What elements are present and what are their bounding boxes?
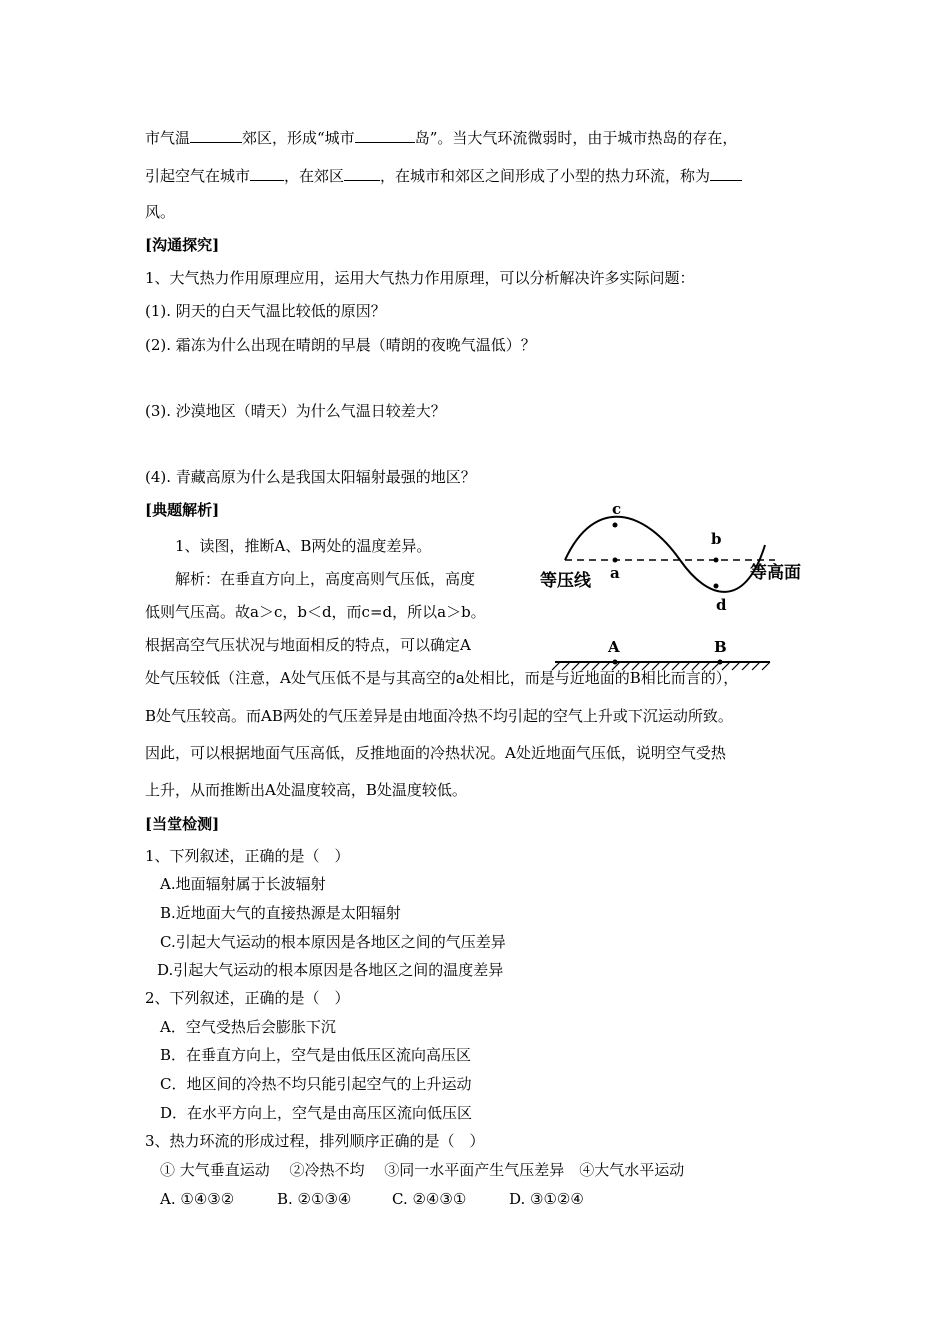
explore-sub-4: (4). 青藏高原为什么是我国太阳辐射最强的地区？ bbox=[145, 468, 476, 486]
isobar-diagram bbox=[530, 500, 830, 680]
label-a: a bbox=[610, 564, 620, 582]
q2-option-c[interactable]: C．地区间的冷热不均只能引起空气的上升运动 bbox=[160, 1075, 472, 1093]
test-question-3: 3、热力环流的形成过程，排列顺序正确的是（ ） bbox=[145, 1132, 485, 1150]
example-analysis-line: 解析：在垂直方向上，高度高则气压低，高度 bbox=[175, 570, 476, 588]
blank[interactable] bbox=[355, 127, 415, 143]
example-question: 1、读图，推断A、B两处的温度差异。 bbox=[175, 537, 432, 555]
q3-option-c[interactable]: C. ②④③① bbox=[392, 1190, 467, 1208]
example-analysis-line: 根据高空气压状况与地面相反的特点，可以确定A bbox=[145, 636, 471, 654]
q3-option-d[interactable]: D. ③①②④ bbox=[509, 1190, 584, 1208]
explore-sub-2: (2). 霜冻为什么出现在晴朗的早晨（晴朗的夜晚气温低）？ bbox=[145, 336, 536, 354]
explore-sub-3: (3). 沙漠地区（晴天）为什么气温日较差大？ bbox=[145, 402, 446, 420]
blank[interactable] bbox=[190, 127, 242, 143]
q2-option-a[interactable]: A．空气受热后会膨胀下沉 bbox=[160, 1018, 336, 1036]
point-a-dot bbox=[613, 558, 618, 563]
explore-sub-1: (1). 阴天的白天气温比较低的原因？ bbox=[145, 302, 386, 320]
ground-A-dot bbox=[613, 660, 618, 665]
example-analysis-line: 处气压较低（注意，A处气压低不是与其高空的a处相比，而是与近地面的B相比而言的）， bbox=[145, 669, 739, 687]
q1-option-d[interactable]: D.引起大气运动的根本原因是各地区之间的温度差异 bbox=[157, 961, 504, 979]
blank[interactable] bbox=[710, 165, 742, 181]
section-heading-test: [当堂检测] bbox=[145, 815, 220, 833]
section-heading-example: [典题解析] bbox=[145, 501, 220, 519]
point-d-dot bbox=[714, 584, 719, 589]
explore-question-1: 1、大气热力作用原理应用，运用大气热力作用原理，可以分析解决许多实际问题： bbox=[145, 269, 695, 287]
intro-text: 引起空气在城市 bbox=[145, 167, 251, 185]
point-c-dot bbox=[613, 523, 618, 528]
intro-line-2 bbox=[145, 165, 742, 186]
intro-text: 市气温 bbox=[145, 129, 191, 147]
intro-text: ，在郊区 bbox=[284, 167, 345, 185]
intro-line-1 bbox=[145, 127, 737, 148]
label-isobar: 等压线 bbox=[540, 571, 591, 591]
example-analysis-line: B处气压较高。而AB两处的气压差异是由地面冷热不均引起的空气上升或下沉运动所致。 bbox=[145, 707, 733, 725]
isobar-curve bbox=[565, 517, 765, 592]
intro-text: ，在城市和郊区之间形成了小型的热力环流，称为 bbox=[380, 167, 711, 185]
example-analysis-line: 因此，可以根据地面气压高低，反推地面的冷热状况。A处近地面气压低，说明空气受热 bbox=[145, 744, 726, 762]
intro-text: 岛”。当大气环流微弱时，由于城市热岛的存在， bbox=[414, 129, 738, 147]
q3-option-b[interactable]: B. ②①③④ bbox=[277, 1190, 352, 1208]
q1-option-a[interactable]: A.地面辐射属于长波辐射 bbox=[160, 875, 326, 893]
ground-hatching bbox=[552, 662, 770, 670]
q2-option-b[interactable]: B．在垂直方向上，空气是由低压区流向高压区 bbox=[160, 1046, 472, 1064]
example-analysis-line: 低则气压高。故a＞c，b＜d，而c=d，所以a＞b。 bbox=[145, 603, 486, 621]
q2-option-d[interactable]: D．在水平方向上，空气是由高压区流向低压区 bbox=[160, 1104, 473, 1122]
q1-option-c[interactable]: C.引起大气运动的根本原因是各地区之间的气压差异 bbox=[160, 933, 506, 951]
label-c: c bbox=[612, 500, 622, 518]
q3-option-a[interactable]: A. ①④③② bbox=[160, 1190, 235, 1208]
test-question-2: 2、下列叙述，正确的是（ ） bbox=[145, 989, 350, 1007]
intro-text: 郊区，形成“城市 bbox=[242, 129, 355, 147]
test-question-1: 1、下列叙述，正确的是（ ） bbox=[145, 847, 350, 865]
blank[interactable] bbox=[250, 165, 284, 181]
q3-items: ① 大气垂直运动 ②冷热不均 ③同一水平面产生气压差异 ④大气水平运动 bbox=[160, 1161, 685, 1179]
blank[interactable] bbox=[344, 165, 380, 181]
section-heading-explore: [沟通探究] bbox=[145, 236, 220, 254]
example-analysis-line: 上升，从而推断出A处温度较高，B处温度较低。 bbox=[145, 781, 467, 799]
intro-line-3: 风。 bbox=[145, 203, 176, 221]
label-ground-A: A bbox=[608, 638, 620, 656]
label-b: b bbox=[711, 530, 722, 548]
q1-option-b[interactable]: B.近地面大气的直接热源是太阳辐射 bbox=[160, 904, 401, 922]
label-ground-B: B bbox=[714, 638, 727, 656]
label-d: d bbox=[716, 596, 727, 614]
label-isoheight: 等高面 bbox=[750, 563, 801, 583]
point-b-dot bbox=[714, 558, 719, 563]
